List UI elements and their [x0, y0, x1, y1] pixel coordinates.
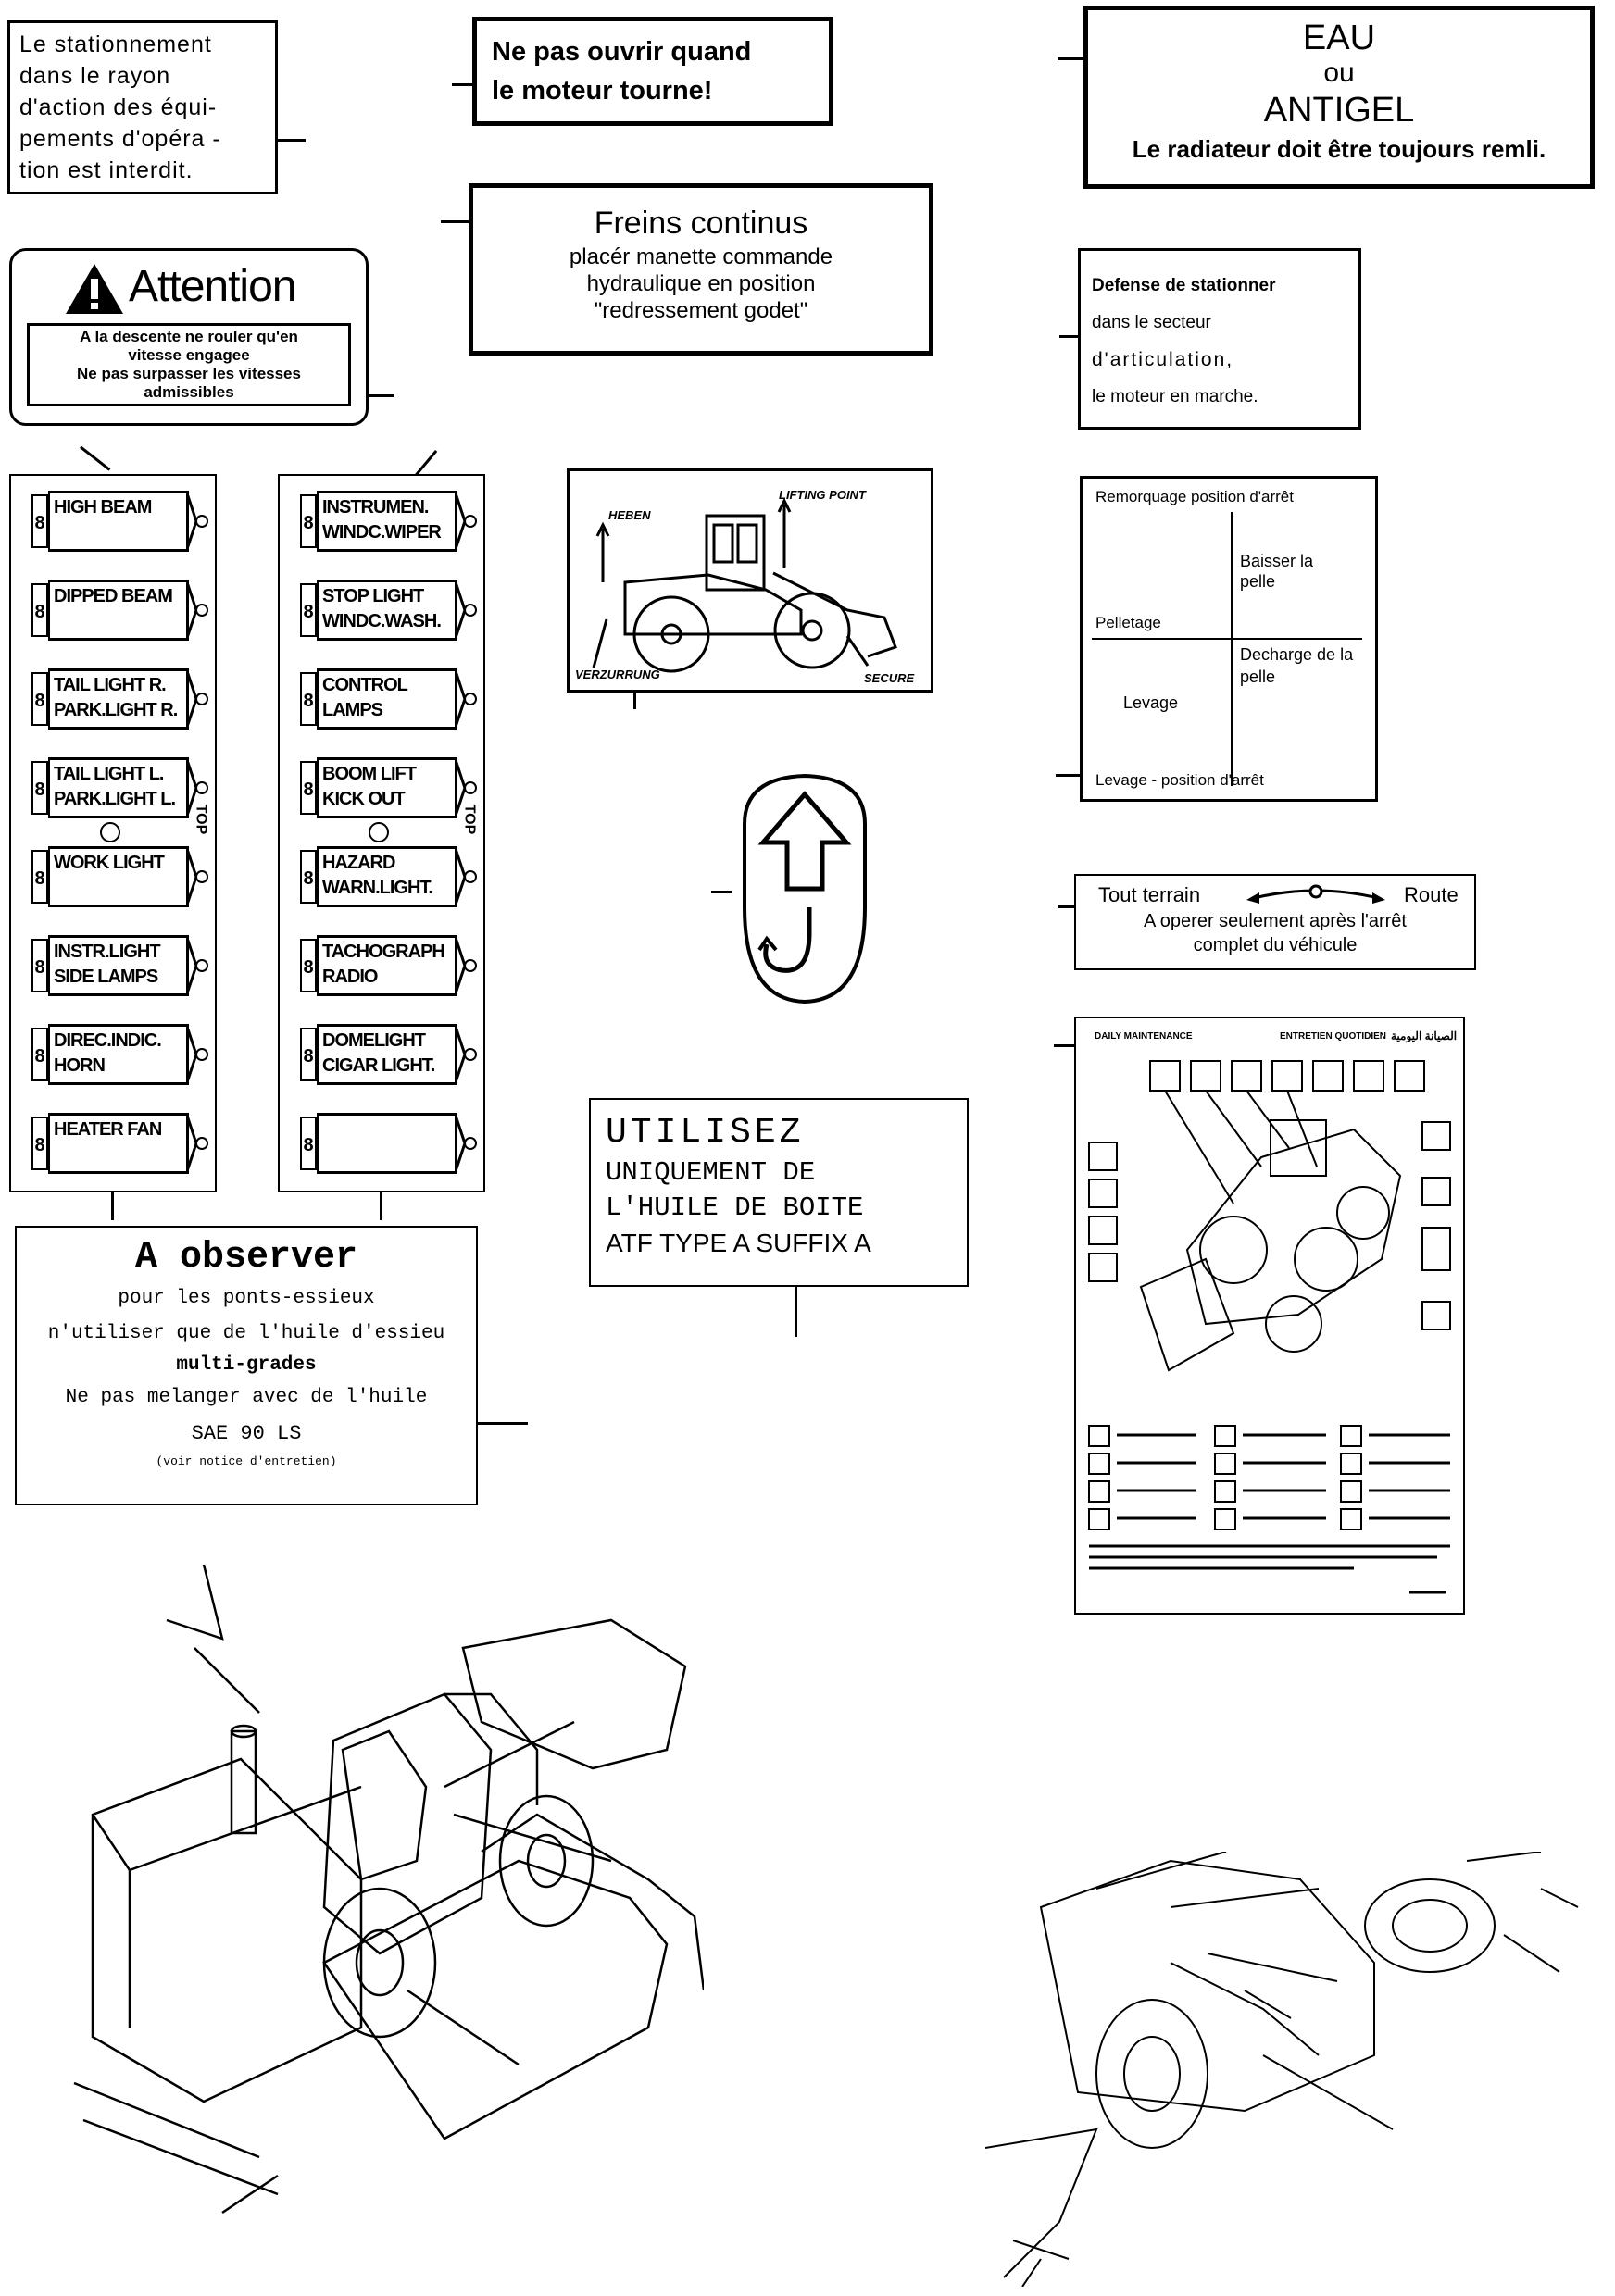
attention-header: Attention [27, 258, 351, 318]
leader-line [478, 1422, 528, 1425]
leader-line [1056, 774, 1082, 777]
verzurrung-label: VERZURRUNG [575, 668, 660, 681]
lifting-hook-icon [726, 768, 883, 1009]
attention-label [9, 248, 369, 426]
loader-detail-drawing [985, 1852, 1615, 2287]
fuse-tag: 8 DIREC.INDIC. HORN [31, 1024, 207, 1085]
lifting-point-label [567, 468, 933, 693]
fuse-tag: 8 HEATER FAN [31, 1113, 207, 1174]
leader-line [1054, 1044, 1076, 1047]
parking-prohibited-label [7, 20, 278, 194]
fuse-tag: 8 INSTR.LIGHT SIDE LAMPS [31, 935, 207, 996]
fuse-tag: 8 DOMELIGHT CIGAR LIGHT. [300, 1024, 476, 1085]
fuse-tag: 8 DIPPED BEAM [31, 580, 207, 641]
leader-line [452, 83, 474, 86]
leader-line [111, 1192, 114, 1220]
leader-line [441, 220, 470, 223]
leader-line [1059, 335, 1080, 338]
secure-label: SECURE [864, 671, 915, 685]
attention-body: A la descente ne rouler qu'en vitesse engagee Ne pas surpasser les vitesses admissibles [27, 323, 351, 406]
leader-line [1058, 905, 1076, 908]
fuse-tag: 8 WORK LIGHT [31, 846, 207, 907]
fuse-tag: 8 CONTROL LAMPS [300, 668, 476, 730]
drive-mode-label: Tout terrain Route A operer seulement après l'arrêt complet du véhicule [1074, 874, 1476, 970]
fuse-tag: 8 TAIL LIGHT R. PARK.LIGHT R. [31, 668, 207, 730]
leader-line [415, 450, 437, 476]
fuse-tag: 8 BOOM LIFT KICK OUT [300, 757, 476, 818]
top-marker: TOP [193, 804, 209, 835]
top-marker: TOP [461, 804, 478, 835]
leader-line [1058, 57, 1085, 60]
coolant-label: EAU ou ANTIGEL Le radiateur doit être toujours remli. [1083, 6, 1595, 189]
transmission-oil-label: UTILISEZ UNIQUEMENT DE L'HUILE DE BOITE ATF TYPE A SUFFIX A [589, 1098, 969, 1287]
leader-line [278, 139, 306, 142]
fuse-label-panel-left [9, 474, 217, 1192]
vertical-axis [1231, 512, 1233, 786]
fuse-tag: 8 STOP LIGHT WINDC.WASH. [300, 580, 476, 641]
maintenance-diagram [1076, 1018, 1463, 1611]
warning-icon [64, 262, 125, 316]
articulation-parking-label: Defense de stationner dans le secteur d'articulation, le moteur en marche. [1078, 248, 1361, 430]
leader-line [380, 1192, 382, 1220]
heben-label: HEBEN [608, 508, 651, 522]
fuse-hole [369, 822, 389, 842]
hydraulic-positions-label: Remorquage position d'arrêt Baisser la pelle Pelletage Decharge de la pelle Levage Levage - position d'arrêt [1080, 476, 1378, 802]
leader-line [633, 693, 636, 709]
daily-maintenance-chart: DAILY MAINTENANCE ENTRETIEN QUOTIDIEN الصيانة اليومية [1074, 1017, 1465, 1615]
loader-perspective-drawing [56, 1509, 704, 2296]
parking-text: Le stationnement dans le rayon d'action des équi- pements d'opéra - tion est interdit. [19, 31, 221, 183]
continuous-brake-label: Freins continus placér manette commande hydraulique en position "redressement godet" [469, 183, 933, 356]
leader-line [711, 891, 732, 893]
selector-arrow-icon [1246, 883, 1385, 907]
leader-line [369, 394, 394, 397]
fuse-label-panel-right [278, 474, 485, 1192]
leader-line [795, 1287, 797, 1337]
axle-oil-label: A observer pour les ponts-essieux n'utiliser que de l'huile d'essieu multi-grades Ne pas melanger avec de l'huile SAE 90 LS (voir notice d'entretien) [15, 1226, 478, 1505]
fuse-tag: 8 TACHOGRAPH RADIO [300, 935, 476, 996]
fuse-hole [100, 822, 120, 842]
fuse-tag: 8 HAZARD WARN.LIGHT. [300, 846, 476, 907]
fuse-tag: 8 [300, 1113, 476, 1174]
lifting-point-text: LIFTING POINT [779, 488, 866, 502]
leader-line [80, 446, 110, 471]
fuse-tag: 8 TAIL LIGHT L. PARK.LIGHT L. [31, 757, 207, 818]
loader-side-view-icon [570, 471, 931, 690]
do-not-open-label: Ne pas ouvrir quand le moteur tourne! [472, 17, 833, 126]
horizontal-axis [1092, 638, 1362, 640]
fuse-tag: 8 INSTRUMEN. WINDC.WIPER [300, 491, 476, 552]
fuse-tag: 8 HIGH BEAM [31, 491, 207, 552]
